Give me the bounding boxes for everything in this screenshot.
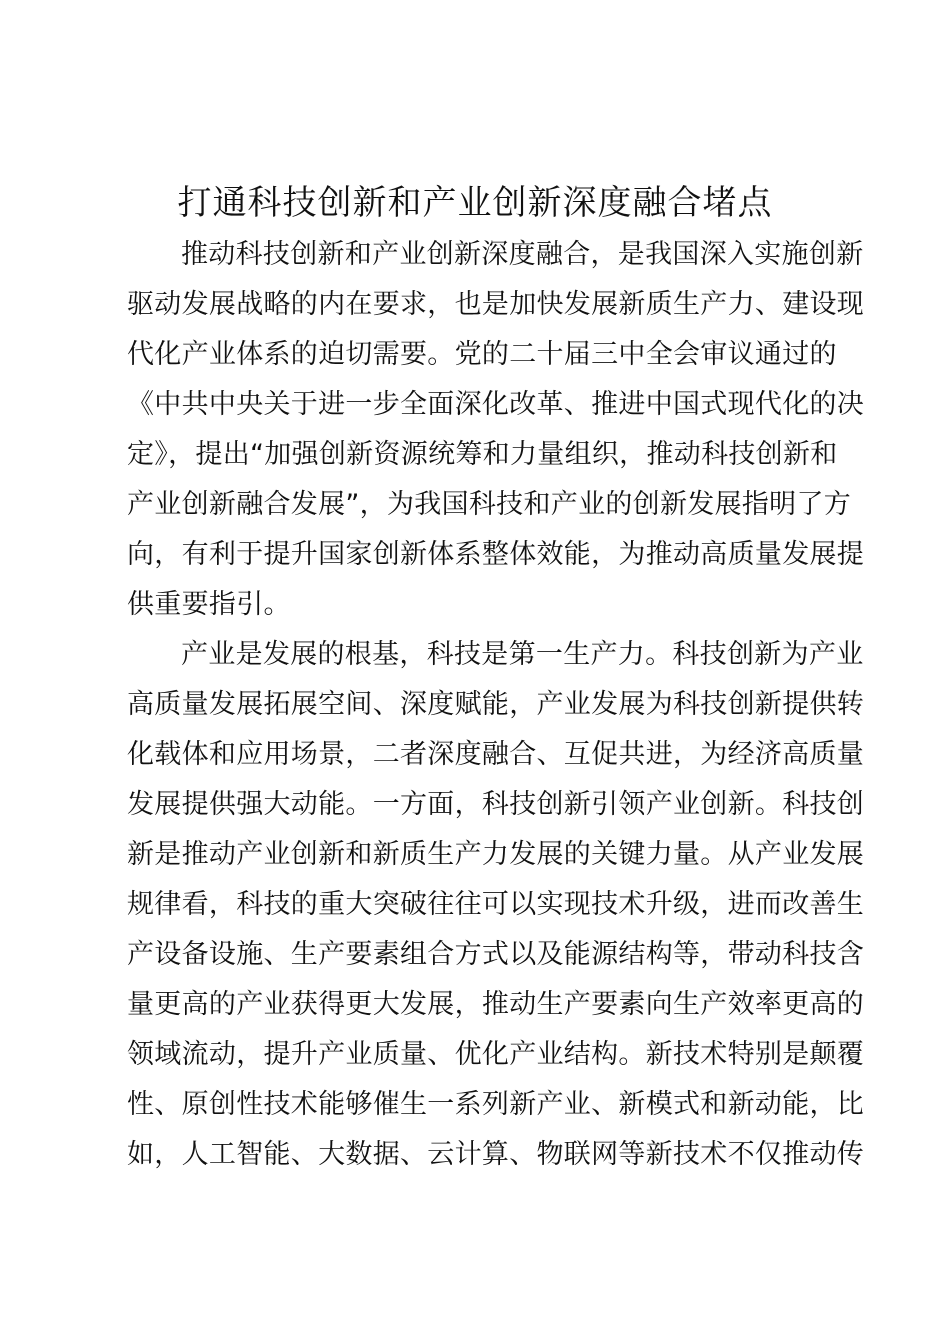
text-line: 领域流动，提升产业质量、优化产业结构。新技术特别是颠覆 xyxy=(127,1039,865,1070)
paragraph-1 xyxy=(127,230,865,630)
text-line: 供重要指引。 xyxy=(127,589,291,620)
document-body xyxy=(127,230,865,1180)
text-line: 规律看，科技的重大突破往往可以实现技术升级，进而改善生 xyxy=(127,889,865,920)
text-line: 化载体和应用场景，二者深度融合、互促共进，为经济高质量 xyxy=(127,739,865,770)
text-line: 性、原创性技术能够催生一系列新产业、新模式和新动能，比 xyxy=(127,1089,865,1120)
text-line: 向，有利于提升国家创新体系整体效能，为推动高质量发展提 xyxy=(127,539,865,570)
text-line: 发展提供强大动能。一方面，科技创新引领产业创新。科技创 xyxy=(127,789,865,820)
paragraph-2 xyxy=(127,630,865,1180)
text-line: 量更高的产业获得更大发展，推动生产要素向生产效率更高的 xyxy=(127,989,865,1020)
text-line: 高质量发展拓展空间、深度赋能，产业发展为科技创新提供转 xyxy=(127,689,865,720)
text-line: 产业是发展的根基，科技是第一生产力。科技创新为产业 xyxy=(181,639,864,670)
text-line: 代化产业体系的迫切需要。党的二十届三中全会审议通过的 xyxy=(127,339,837,370)
text-line: 推动科技创新和产业创新深度融合，是我国深入实施创新 xyxy=(181,239,864,270)
text-line: 驱动发展战略的内在要求，也是加快发展新质生产力、建设现 xyxy=(127,289,865,320)
text-line: 如，人工智能、大数据、云计算、物联网等新技术不仅推动传 xyxy=(127,1139,865,1170)
text-line: 产设备设施、生产要素组合方式以及能源结构等，带动科技含 xyxy=(127,939,865,970)
text-line: 定》，提出“加强创新资源统筹和力量组织，推动科技创新和 xyxy=(127,439,838,470)
document-title: 打通科技创新和产业创新深度融合堵点 xyxy=(177,183,773,223)
text-line: 新是推动产业创新和新质生产力发展的关键力量。从产业发展 xyxy=(127,839,865,870)
text-line: 《中共中央关于进一步全面深化改革、推进中国式现代化的决 xyxy=(127,389,865,420)
text-line: 产业创新融合发展”，为我国科技和产业的创新发展指明了方 xyxy=(127,489,852,520)
